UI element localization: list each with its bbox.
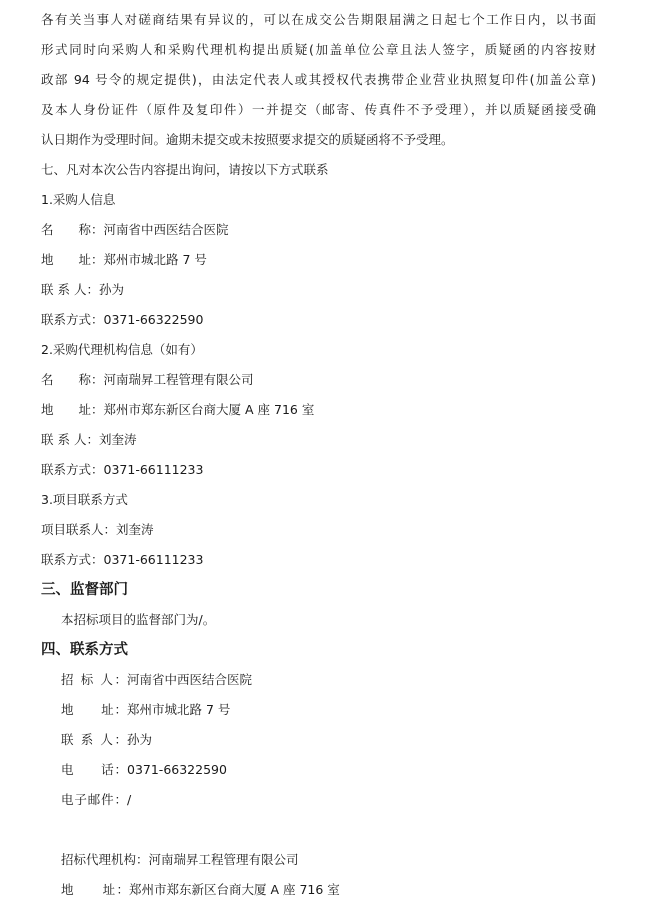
purchaser-info-heading: 1.采购人信息 — [41, 192, 116, 207]
tenderer-email-label: 电子邮件： — [61, 792, 127, 807]
tenderer-phone-label: 电 话： — [61, 762, 127, 777]
purchaser-address-value: 郑州市城北路 7 号 — [103, 252, 207, 267]
tender-agency-address-value: 郑州市郑东新区台商大厦 A 座 716 室 — [129, 882, 340, 897]
tenderer-contact-value: 孙为 — [127, 732, 153, 747]
purchaser-name-label: 名 称： — [41, 222, 104, 237]
purchaser-phone-value: 0371-66322590 — [103, 312, 204, 327]
tender-agency-address-row — [61, 875, 340, 905]
project-phone-value: 0371-66111233 — [103, 552, 204, 567]
agency-address-label: 地 址： — [41, 402, 104, 417]
section-3-title: 三、监督部门 — [41, 582, 128, 598]
agency-name-label: 名 称： — [41, 372, 104, 387]
tender-agency-label: 招标代理机构： — [61, 852, 149, 867]
tender-agency-row — [61, 845, 299, 875]
project-contact-row — [41, 515, 154, 545]
tenderer-phone-value: 0371-66322590 — [127, 762, 227, 777]
tender-agency-address-label: 地 址： — [61, 882, 129, 897]
tenderer-label: 招 标 人： — [61, 672, 127, 687]
project-phone-row — [41, 545, 203, 575]
purchaser-contact-label: 联 系 人： — [41, 282, 99, 297]
objection-paragraph-line: 形式同时向采购人和采购代理机构提出质疑(加盖单位公章且法人签字，质疑函的内容按财 — [41, 42, 596, 57]
objection-paragraph-line: 政部 94 号令的规定提供)，由法定代表人或其授权代表携带企业营业执照复印件(加盖公章) — [41, 72, 596, 87]
project-contact-label: 项目联系人： — [41, 522, 117, 537]
objection-paragraph-line: 及本人身份证件（原件及复印件）一并提交（邮寄、传真件不予受理），并以质疑函接受确 — [41, 102, 596, 117]
tenderer-contact-row — [61, 725, 152, 755]
purchaser-name-value: 河南省中西医结合医院 — [103, 222, 229, 237]
tender-agency-value: 河南瑞昇工程管理有限公司 — [148, 852, 299, 867]
objection-paragraph-line: 各有关当事人对磋商结果有异议的，可以在成交公告期限届满之日起七个工作日内，以书面 — [41, 12, 596, 27]
purchaser-contact-row — [41, 275, 124, 305]
purchaser-contact-value: 孙为 — [98, 282, 124, 297]
purchaser-phone-label: 联系方式： — [41, 312, 104, 327]
project-contact-value: 刘奎涛 — [116, 522, 154, 537]
tenderer-email-value: / — [127, 792, 132, 807]
purchaser-name-row — [41, 215, 229, 245]
objection-paragraph-line: 认日期作为受理时间。逾期未提交或未按照要求提交的质疑函将不予受理。 — [41, 132, 454, 147]
tenderer-contact-label: 联 系 人： — [61, 732, 127, 747]
tenderer-address-value: 郑州市城北路 7 号 — [127, 702, 231, 717]
agency-info-heading: 2.采购代理机构信息（如有） — [41, 342, 203, 357]
agency-phone-row — [41, 455, 203, 485]
section-4-title: 四、联系方式 — [41, 642, 128, 658]
agency-phone-value: 0371-66111233 — [103, 462, 204, 477]
project-phone-label: 联系方式： — [41, 552, 104, 567]
tenderer-address-label: 地 址： — [61, 702, 127, 717]
section-7-title: 七、凡对本次公告内容提出询问，请按以下方式联系 — [41, 162, 329, 177]
agency-contact-row — [41, 425, 136, 455]
agency-address-row — [41, 395, 314, 425]
tenderer-address-row — [61, 695, 230, 725]
tenderer-row — [61, 665, 252, 695]
agency-phone-label: 联系方式： — [41, 462, 104, 477]
project-contact-heading: 3.项目联系方式 — [41, 492, 128, 507]
agency-name-value: 河南瑞昇工程管理有限公司 — [103, 372, 254, 387]
purchaser-phone-row — [41, 305, 203, 335]
tenderer-value: 河南省中西医结合医院 — [127, 672, 253, 687]
tenderer-phone-row — [61, 755, 227, 785]
agency-contact-label: 联 系 人： — [41, 432, 99, 447]
agency-name-row — [41, 365, 254, 395]
agency-contact-value: 刘奎涛 — [98, 432, 137, 447]
tenderer-email-row — [61, 785, 131, 815]
supervision-text: 本招标项目的监督部门为/。 — [61, 612, 216, 627]
purchaser-address-label: 地 址： — [41, 252, 104, 267]
agency-address-value: 郑州市郑东新区台商大厦 A 座 716 室 — [103, 402, 315, 417]
purchaser-address-row — [41, 245, 207, 275]
